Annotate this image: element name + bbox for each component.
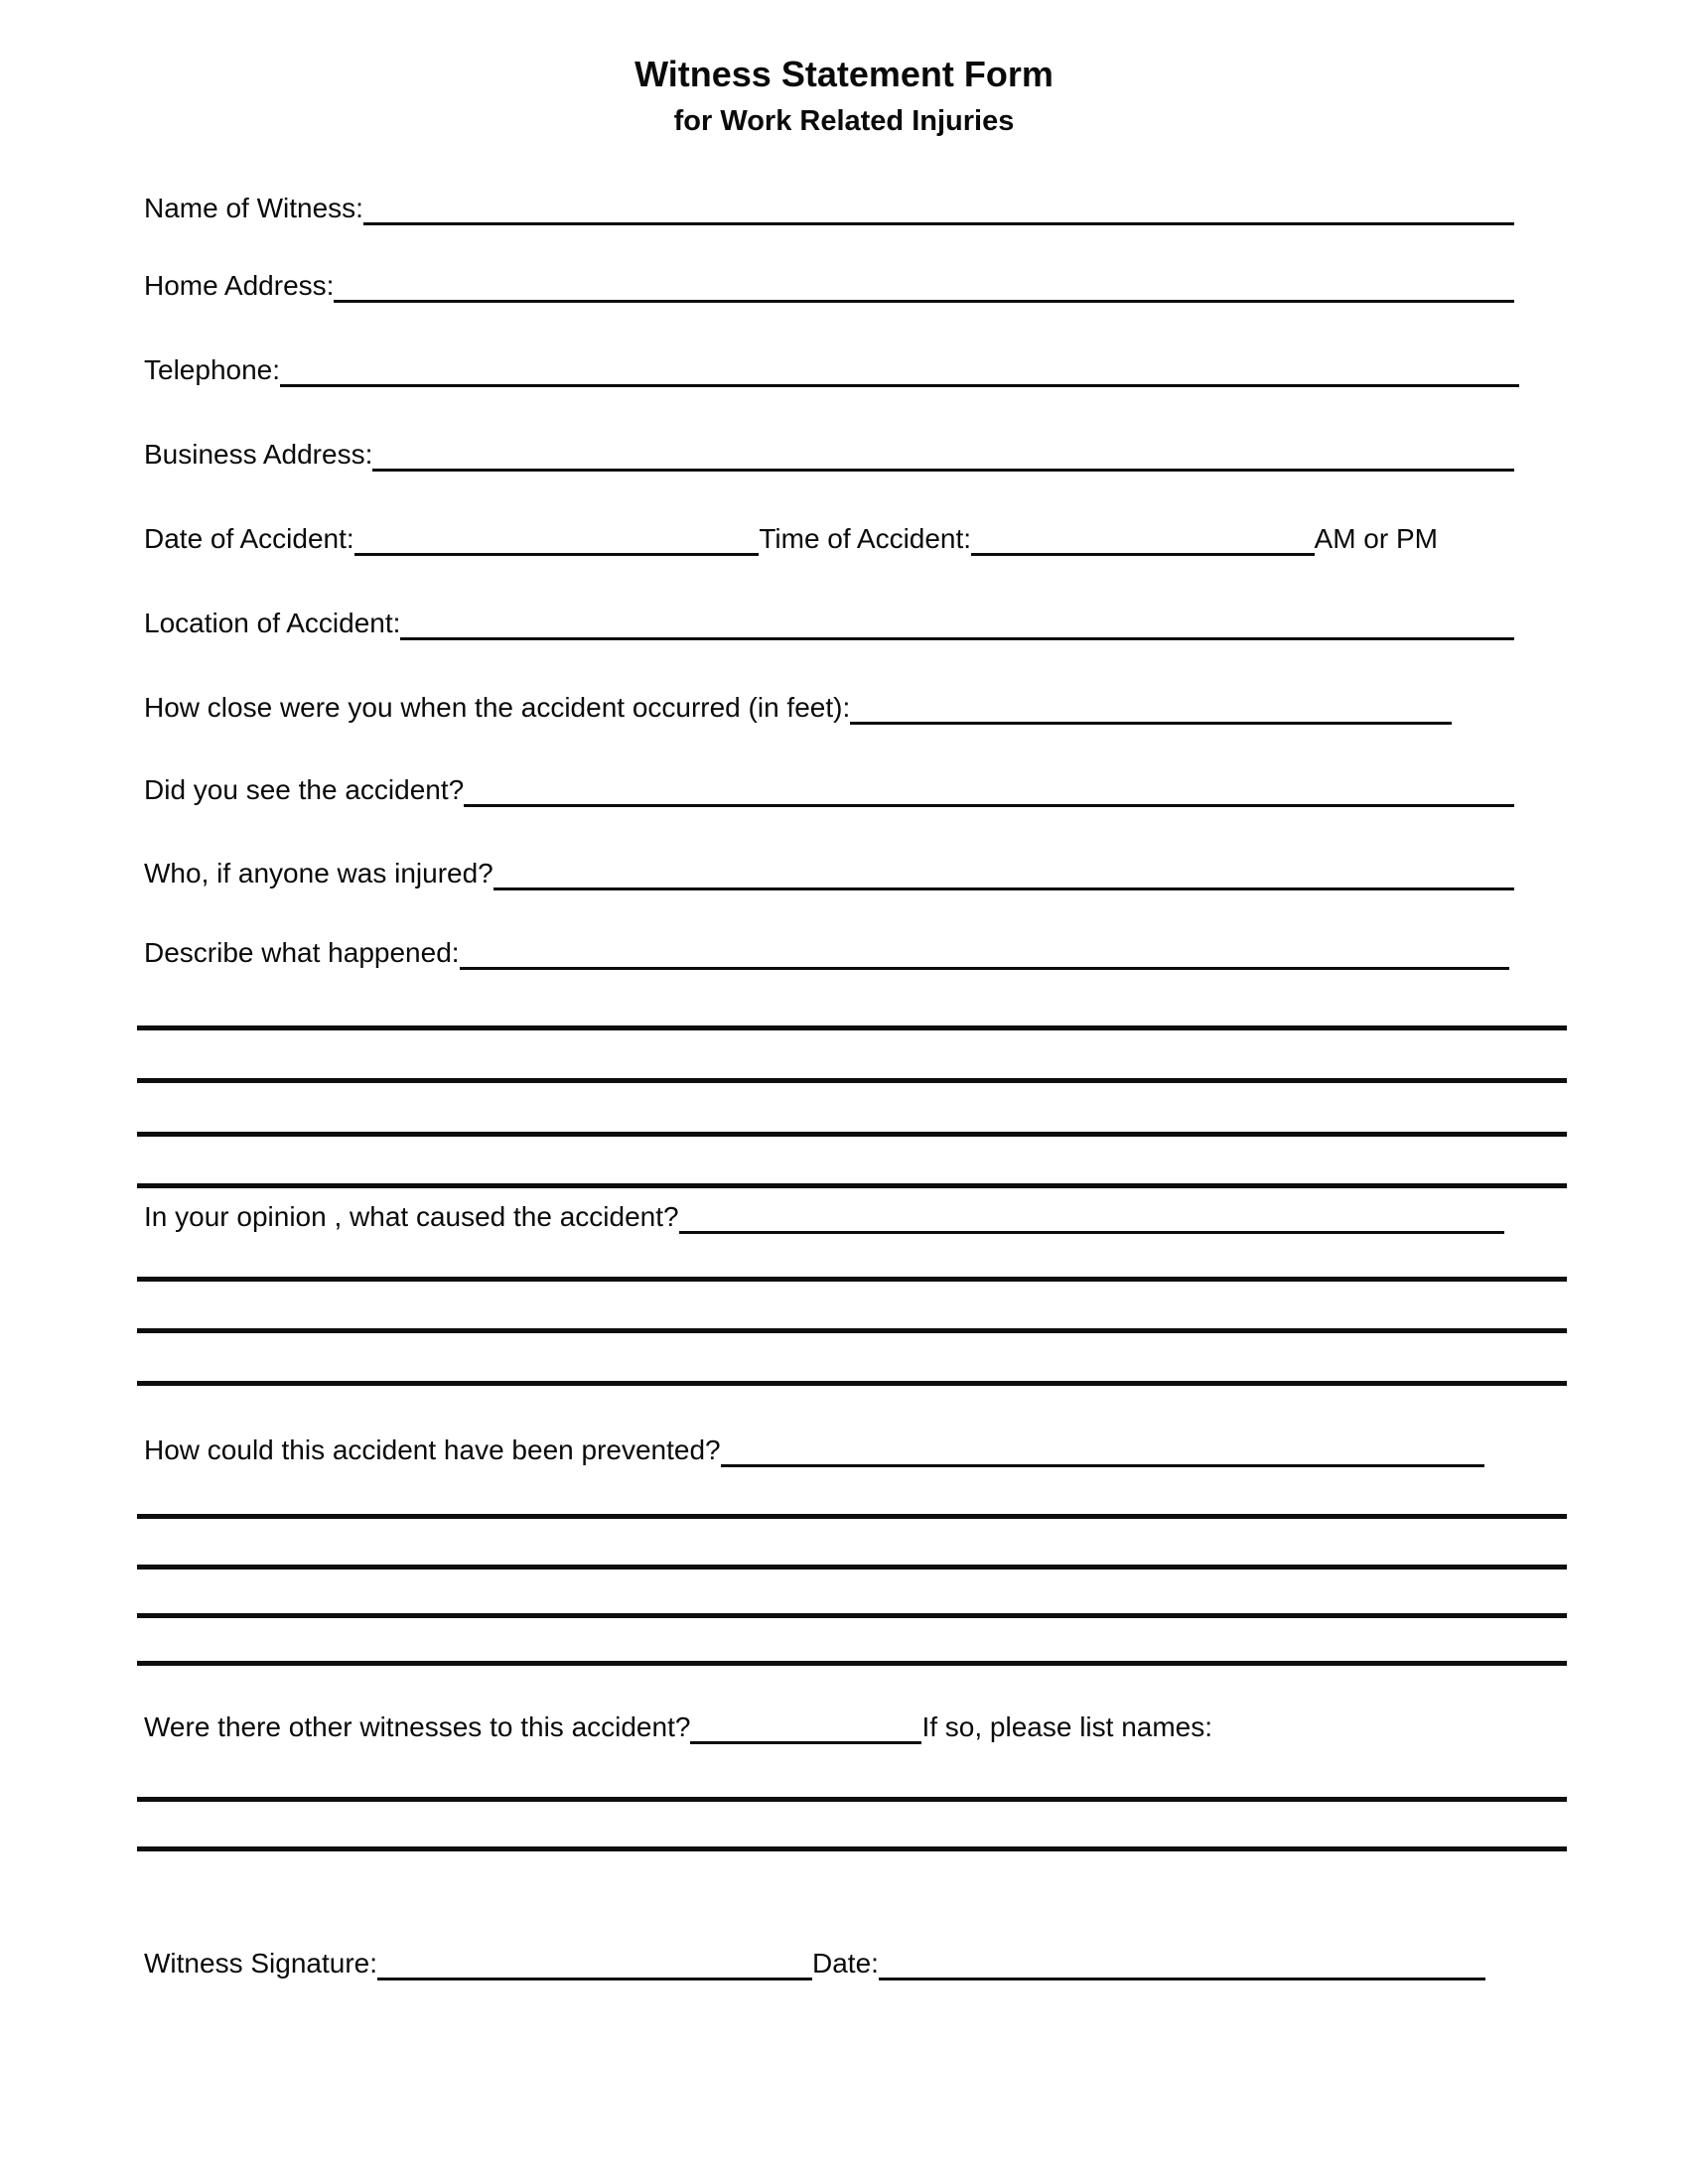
distance-in-feet-label: How close were you when the accident occurred (in feet): — [144, 692, 851, 723]
answer-line[interactable] — [137, 1381, 1567, 1386]
opinion-cause-input-line[interactable] — [679, 1200, 1504, 1234]
field-row-prevention — [144, 1433, 1484, 1467]
prevention-input-line[interactable] — [721, 1433, 1484, 1467]
field-row-who-was-injured — [144, 857, 1514, 890]
field-row-did-you-see-accident — [144, 773, 1514, 807]
am-pm-label: AM or PM — [1314, 523, 1438, 554]
field-row-business-address — [144, 438, 1514, 472]
opinion-cause-label: In your opinion , what caused the accident? — [144, 1201, 679, 1232]
time-of-accident-input-line[interactable] — [971, 522, 1314, 556]
date-of-accident-input-line[interactable] — [354, 522, 760, 556]
date-of-accident-label: Date of Accident: — [144, 523, 354, 554]
distance-in-feet-input-line[interactable] — [850, 691, 1452, 725]
home-address-label: Home Address: — [144, 270, 335, 301]
business-address-label: Business Address: — [144, 439, 373, 470]
answer-line[interactable] — [137, 1514, 1567, 1519]
prevention-label: How could this accident have been prevented? — [144, 1434, 721, 1465]
describe-what-happened-input-line[interactable] — [460, 936, 1509, 970]
who-was-injured-input-line[interactable] — [493, 857, 1514, 890]
field-row-location-of-accident — [144, 607, 1514, 640]
name-of-witness-input-line[interactable] — [363, 192, 1514, 225]
time-of-accident-label: Time of Accident: — [759, 523, 972, 554]
answer-line[interactable] — [137, 1613, 1567, 1618]
answer-line[interactable] — [137, 1846, 1567, 1851]
telephone-input-line[interactable] — [280, 353, 1519, 387]
name-of-witness-label: Name of Witness: — [144, 193, 363, 223]
witness-signature-label: Witness Signature: — [144, 1948, 377, 1979]
answer-line[interactable] — [137, 1565, 1567, 1570]
field-row-distance-in-feet — [144, 691, 1452, 725]
did-you-see-accident-label: Did you see the accident? — [144, 774, 465, 805]
field-row-home-address — [144, 269, 1514, 303]
form-subtitle: for Work Related Injuries — [673, 105, 1015, 137]
field-row-name-of-witness — [144, 192, 1514, 225]
field-row-other-witnesses — [144, 1710, 1212, 1744]
home-address-input-line[interactable] — [334, 269, 1514, 303]
who-was-injured-label: Who, if anyone was injured? — [144, 858, 493, 888]
other-witnesses-question-label: Were there other witnesses to this accident? — [144, 1711, 691, 1742]
did-you-see-accident-input-line[interactable] — [464, 773, 1514, 807]
answer-line[interactable] — [137, 1328, 1567, 1333]
field-row-accident-date-time — [144, 522, 1438, 556]
form-title: Witness Statement Form — [634, 54, 1054, 94]
answer-line[interactable] — [137, 1078, 1567, 1083]
answer-line[interactable] — [137, 1025, 1567, 1030]
list-names-label: If so, please list names: — [921, 1711, 1213, 1742]
telephone-label: Telephone: — [144, 354, 281, 385]
signature-date-input-line[interactable] — [879, 1947, 1485, 1980]
signature-date-label: Date: — [812, 1948, 879, 1979]
field-row-describe-what-happened — [144, 936, 1509, 970]
answer-line[interactable] — [137, 1277, 1567, 1282]
field-row-telephone — [144, 353, 1519, 387]
answer-line[interactable] — [137, 1661, 1567, 1666]
field-row-opinion-cause — [144, 1200, 1504, 1234]
witness-signature-input-line[interactable] — [377, 1947, 812, 1980]
answer-line[interactable] — [137, 1797, 1567, 1802]
answer-line[interactable] — [137, 1132, 1567, 1137]
answer-line[interactable] — [137, 1183, 1567, 1188]
location-of-accident-input-line[interactable] — [400, 607, 1514, 640]
other-witnesses-input-line[interactable] — [690, 1710, 921, 1744]
field-row-signature-date — [144, 1947, 1485, 1980]
location-of-accident-label: Location of Accident: — [144, 608, 401, 638]
business-address-input-line[interactable] — [372, 438, 1514, 472]
describe-what-happened-label: Describe what happened: — [144, 937, 460, 968]
